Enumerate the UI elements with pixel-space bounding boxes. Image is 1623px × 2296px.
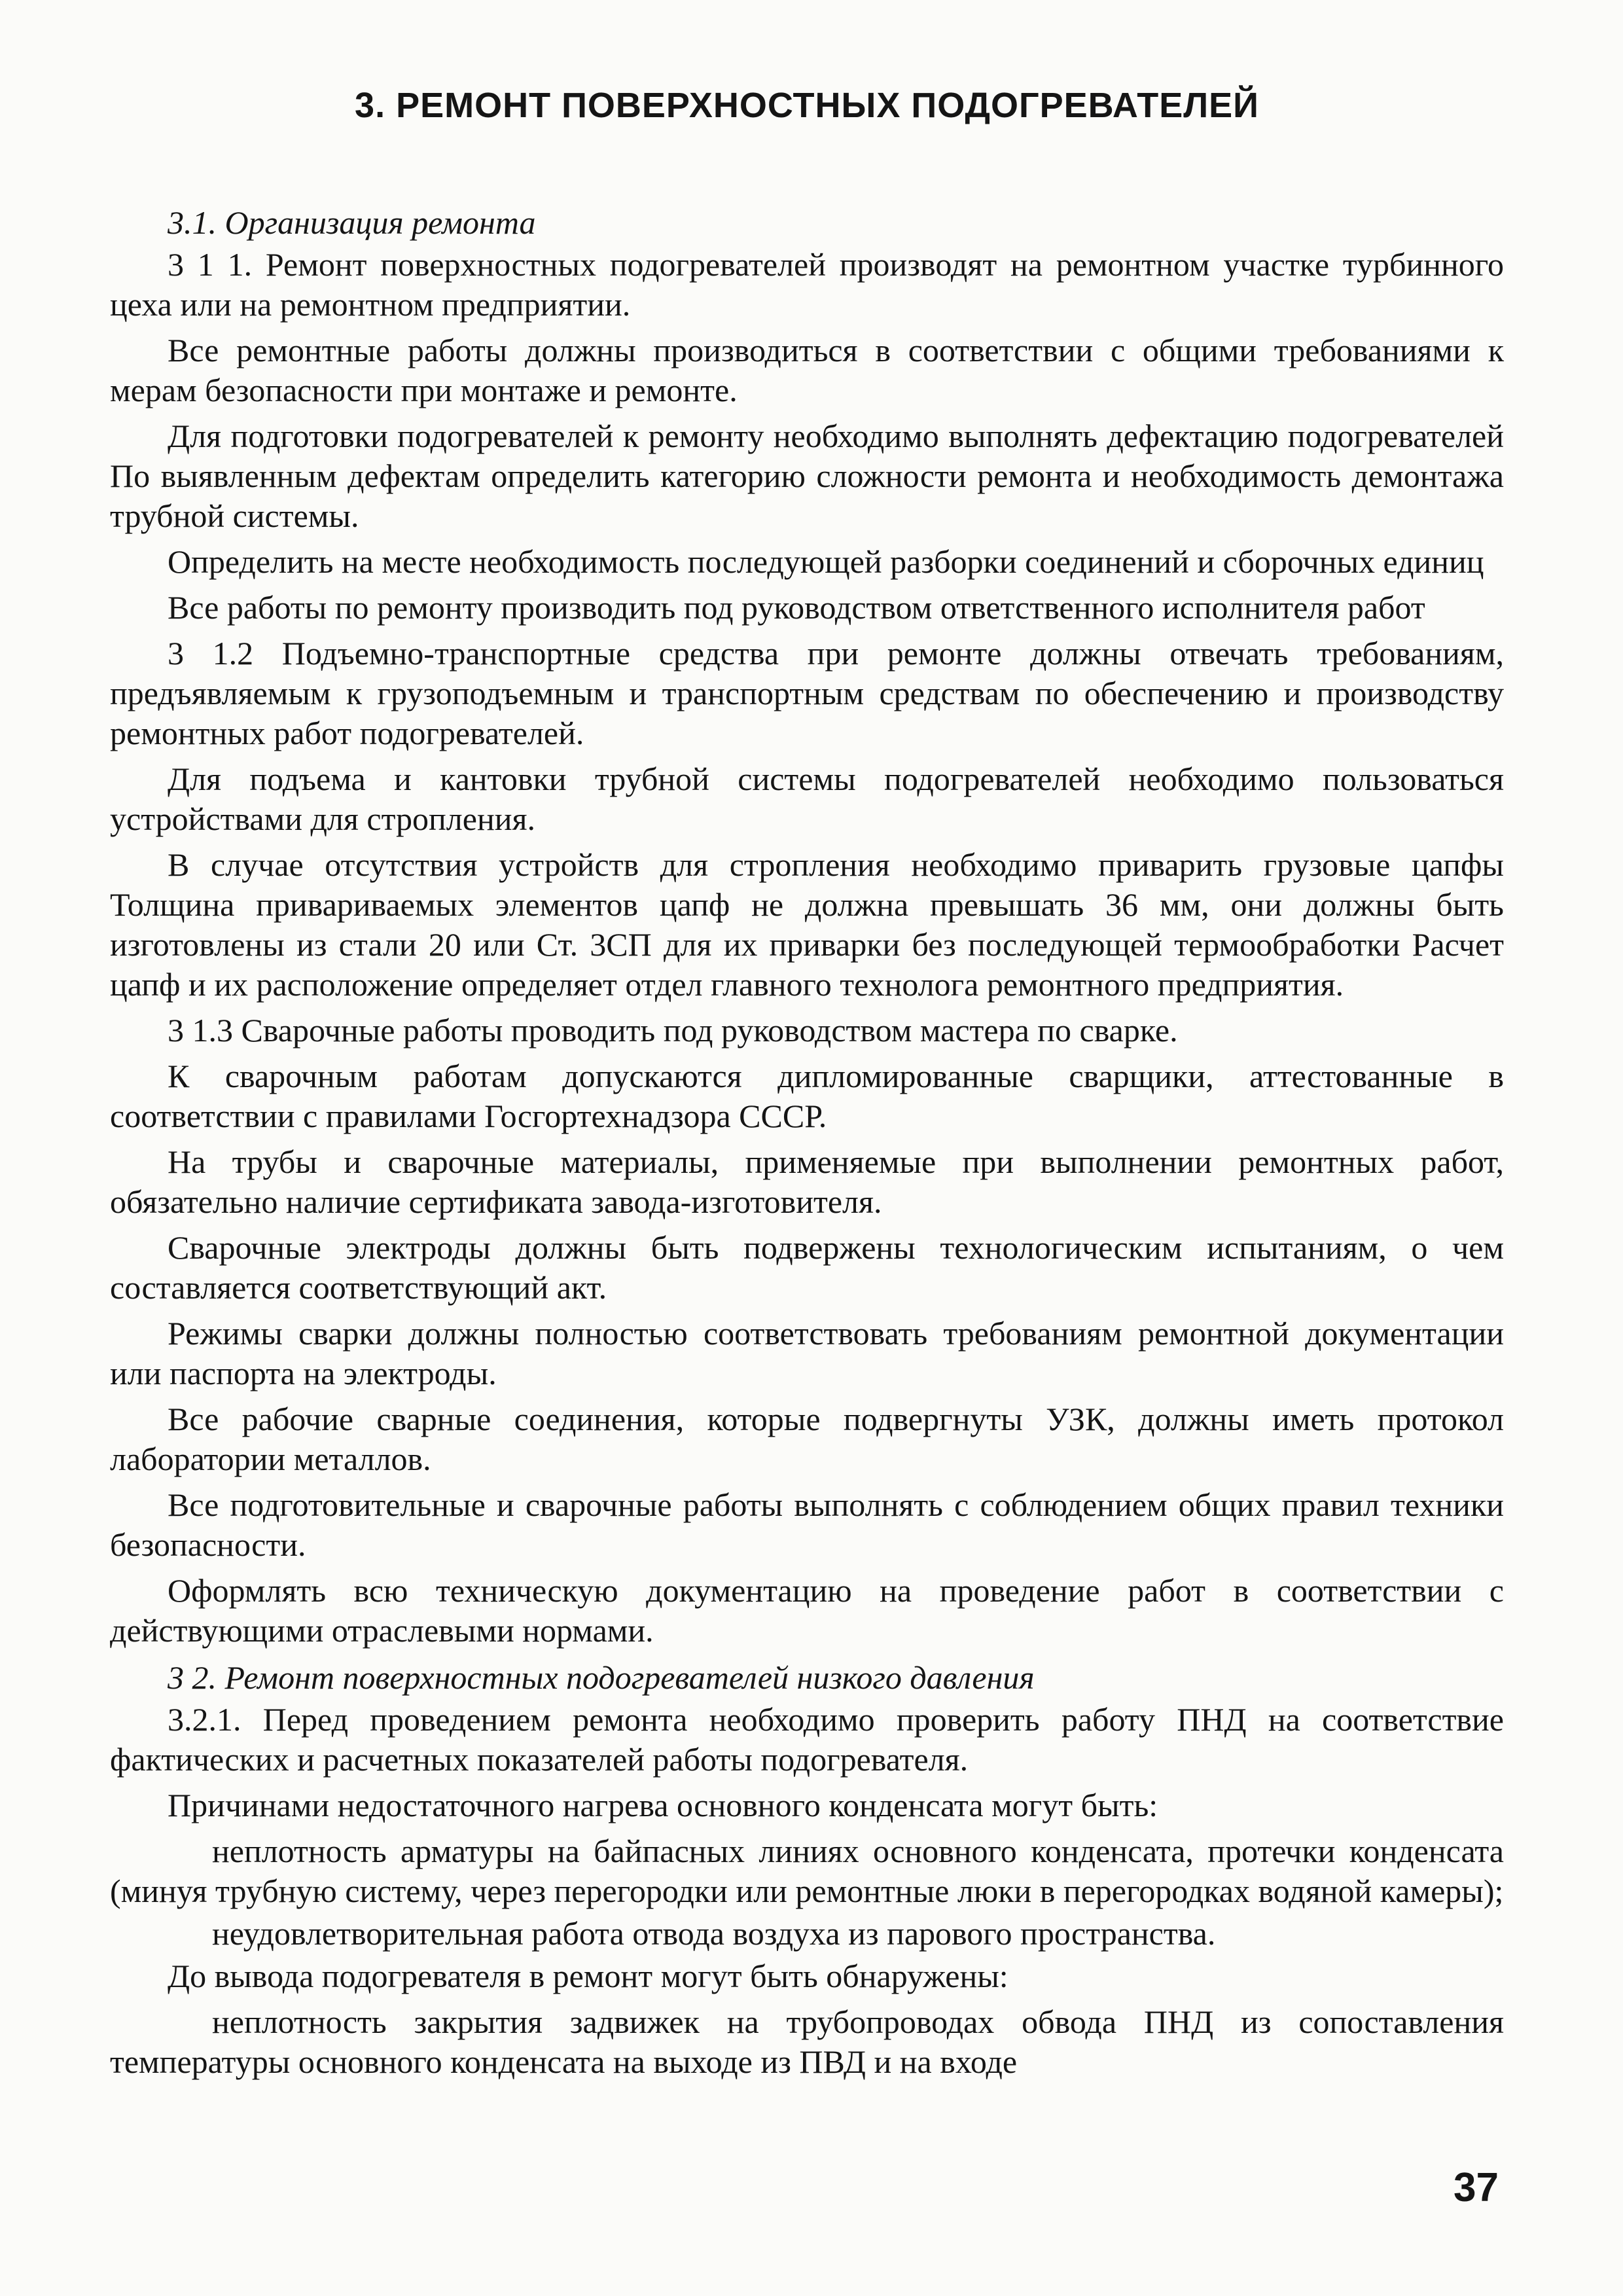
subsection-heading-3-2: 3 2. Ремонт поверхностных подогревателей низкого давления [168,1659,1035,1696]
list-item-cause: неудовлетворительная работа отвода воздуха из парового пространства. [212,1915,1216,1952]
paragraph: Определить на месте необходимость последующей разборки соединений и сборочных единиц [168,543,1484,580]
paragraph: 3 1.2 Подъемно-транспортные средства при ремонте должны отвечать требованиям, предъявляемым к грузоподъемным и транспортным средствам по обеспечению и производству ремонтных работ подогревателей. [110,635,1504,751]
paragraph: К сварочным работам допускаются дипломированные сварщики, аттестованные в соответствии с правилами Госгортехнадзора СССР. [110,1058,1504,1134]
paragraph: На трубы и сварочные материалы, применяемые при выполнении ремонтных работ, обязательно наличие сертификата завода-изготовителя. [110,1143,1504,1220]
list-item-detected: неплотность закрытия задвижек на трубопроводах обвода ПНД из сопоставления температуры основного конденсата на выходе из ПВД и на входе [110,2003,1504,2080]
chapter-title: 3. РЕМОНТ ПОВЕРХНОСТНЫХ ПОДОГРЕВАТЕЛЕЙ [355,86,1259,125]
document-page [110,85,1504,2085]
subsection-heading-3-1: 3.1. Организация ремонта [168,204,536,241]
paragraph: Для подготовки подогревателей к ремонту необходимо выполнять дефектацию подогревателей По выявленным дефектам определить категорию сложности ремонта и необходимость демонтажа трубной системы. [110,418,1504,534]
paragraph: Причинами недостаточного нагрева основного конденсата могут быть: [168,1787,1158,1823]
paragraph: Оформлять всю техническую документацию на проведение работ в соответствии с действующими отраслевыми нормами. [110,1572,1504,1649]
paragraph: Все подготовительные и сварочные работы выполнять с соблюдением общих правил техники безопасности. [110,1486,1504,1563]
paragraph: Все рабочие сварные соединения, которые подвергнуты УЗК, должны иметь протокол лаборатории металлов. [110,1401,1504,1477]
paragraph: Все работы по ремонту производить под руководством ответственного исполнителя работ [168,589,1425,626]
paragraph: Для подъема и кантовки трубной системы подогревателей необходимо пользоваться устройствами для стропления. [110,761,1504,837]
paragraph: Режимы сварки должны полностью соответствовать требованиям ремонтной документации или паспорта на электроды. [110,1315,1504,1391]
paragraph: Сварочные электроды должны быть подвержены технологическим испытаниям, о чем составляется соответствующий акт. [110,1229,1504,1306]
paragraph: 3 1 1. Ремонт поверхностных подогревателей производят на ремонтном участке турбинного цеха или на ремонтном предприятии. [110,246,1504,323]
paragraph: 3 1.3 Сварочные работы проводить под руководством мастера по сварке. [168,1012,1178,1049]
paragraph: 3.2.1. Перед проведением ремонта необходимо проверить работу ПНД на соответствие фактических и расчетных показателей работы подогревателя. [110,1701,1504,1778]
list-item-cause: неплотность арматуры на байпасных линиях основного конденсата, протечки конденсата (минуя трубную систему, через перегородки или ремонтные люки в перегородках водяной камеры); [110,1833,1504,1909]
paragraph: До вывода подогревателя в ремонт могут быть обнаружены: [168,1958,1008,1994]
paragraph: Все ремонтные работы должны производиться в соответствии с общими требованиями к мерам безопасности при монтаже и ремонте. [110,332,1504,408]
page-number: 37 [1454,2165,1499,2210]
paragraph: В случае отсутствия устройств для стропления необходимо приварить грузовые цапфы Толщина привариваемых элементов цапф не должна превышать 36 мм, они должны быть изготовлены из стали 20 или Ст. 3СП для их приварки без последующей термообработки Расчет цапф и их расположение определяет отдел главного технолога ремонтного предприятия. [110,846,1504,1003]
